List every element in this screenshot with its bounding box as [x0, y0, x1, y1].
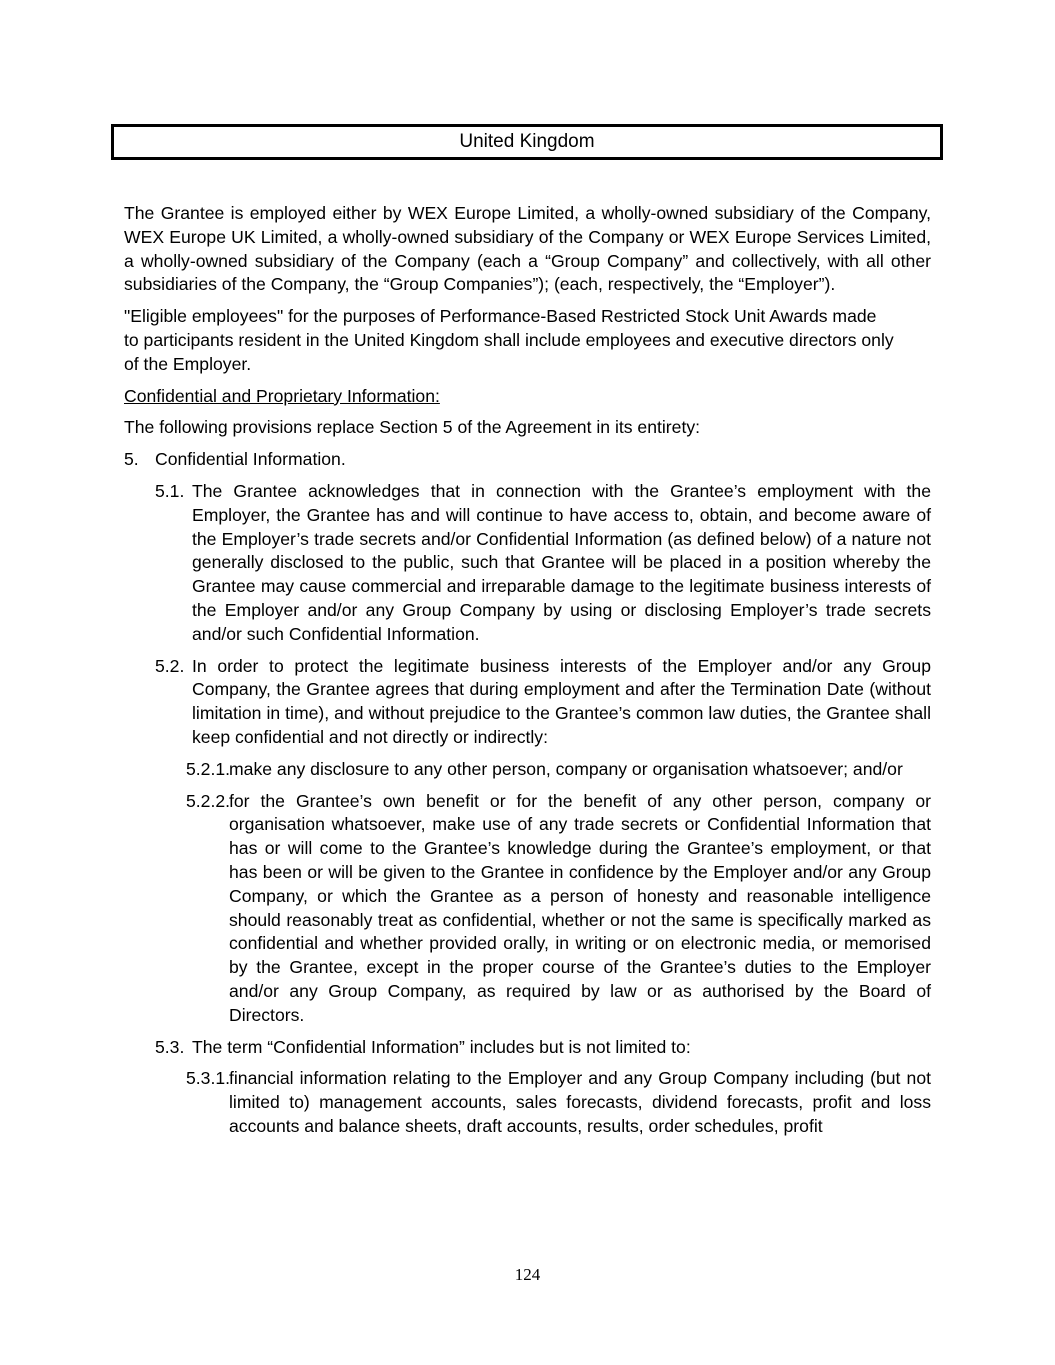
eligible-employees-paragraph: "Eligible employees" for the purposes of Performance-Based Restricted Stock Unit Awards made to participants resident in the United Kingdom shall include employees and executive directors only of the Employer.: [124, 306, 894, 374]
section-number: 5.3.1.: [186, 1068, 231, 1089]
section-text: The term “Confidential Information” includes but is not limited to:: [192, 1036, 691, 1057]
section-number: 5.3.: [155, 1036, 185, 1057]
section-5-2: [155, 655, 931, 750]
section-5-2-1: [186, 758, 931, 782]
section-5-3-1: [186, 1067, 931, 1138]
page-number: 124: [514, 1265, 541, 1284]
section-5-1: [155, 480, 931, 647]
section-5-2-2: [186, 790, 931, 1028]
document-body: [124, 202, 931, 1147]
replacement-note: The following provisions replace Section 5 of the Agreement in its entirety:: [124, 417, 701, 438]
confidential-heading: Confidential and Proprietary Information:: [124, 385, 440, 406]
intro-paragraph: The Grantee is employed either by WEX Europe Limited, a wholly-owned subsidiary of the Company, WEX Europe UK Limited, a wholly-owned subsidiary of the Company or WEX Europe Services Limited, a wholly-owned subsidiary of the Company (each a “Group Company” and collectively, with all other subsidiaries of the Company, the “Group Companies”); (each, respectively, the “Employer”).: [124, 203, 931, 295]
section-text: financial information relating to the Employer and any Group Company including (but not limited to) management accounts, sales forecasts, dividend forecasts, profit and loss accounts and balance sheets, draft accounts, results, order schedules, profit: [229, 1068, 931, 1136]
section-text: The Grantee acknowledges that in connection with the Grantee’s employment with the Employer, the Grantee has and will continue to have access to, obtain, and become aware of the Employer’s trade secrets and/or Confidential Information (as defined below) of a nature not generally disclosed to the public, such that Grantee will be placed in a position whereby the Grantee may cause commercial and irreparable damage to the legitimate business interests of the Employer and/or any Group Company by using or disclosing Employer’s trade secrets and/or such Confidential Information.: [192, 480, 931, 644]
section-text: Confidential Information.: [155, 449, 346, 470]
section-number: 5.2.2.: [186, 790, 231, 811]
section-number: 5.2.: [155, 655, 185, 676]
section-number: 5.2.1.: [186, 758, 231, 779]
section-title: United Kingdom: [459, 131, 595, 152]
section-text: for the Grantee’s own benefit or for the benefit of any other person, company or organisation whatsoever, make use of any trade secrets or Confidential Information that has or will come to the Grantee’s knowledge during the Grantee’s employment, or that has been or will be given to the Grantee in confidence by the Employer and/or any Group Company, or which the Grantee as a person of honesty and reasonable intelligence should reasonably treat as confidential, whether or not the same is specifically marked as confidential and whether provided orally, in writing or on electronic media, or memorised by the Grantee, except in the proper course of the Grantee’s duties to the Employer and/or any Group Company, as required by law or as authorised by the Board of Directors.: [229, 790, 931, 1025]
section-text: make any disclosure to any other person, company or organisation whatsoever; and/or: [229, 758, 903, 779]
section-text: In order to protect the legitimate business interests of the Employer and/or any Group Company, the Grantee agrees that during employment and after the Termination Date (without limitation in time), and without prejudice to the Grantee’s common law duties, the Grantee shall keep confidential and not directly or indirectly:: [192, 655, 931, 747]
section-5-3: [155, 1036, 931, 1060]
section-5: [124, 448, 931, 472]
section-title-box: [111, 124, 943, 160]
section-number: 5.: [124, 449, 139, 470]
section-number: 5.1.: [155, 480, 185, 501]
